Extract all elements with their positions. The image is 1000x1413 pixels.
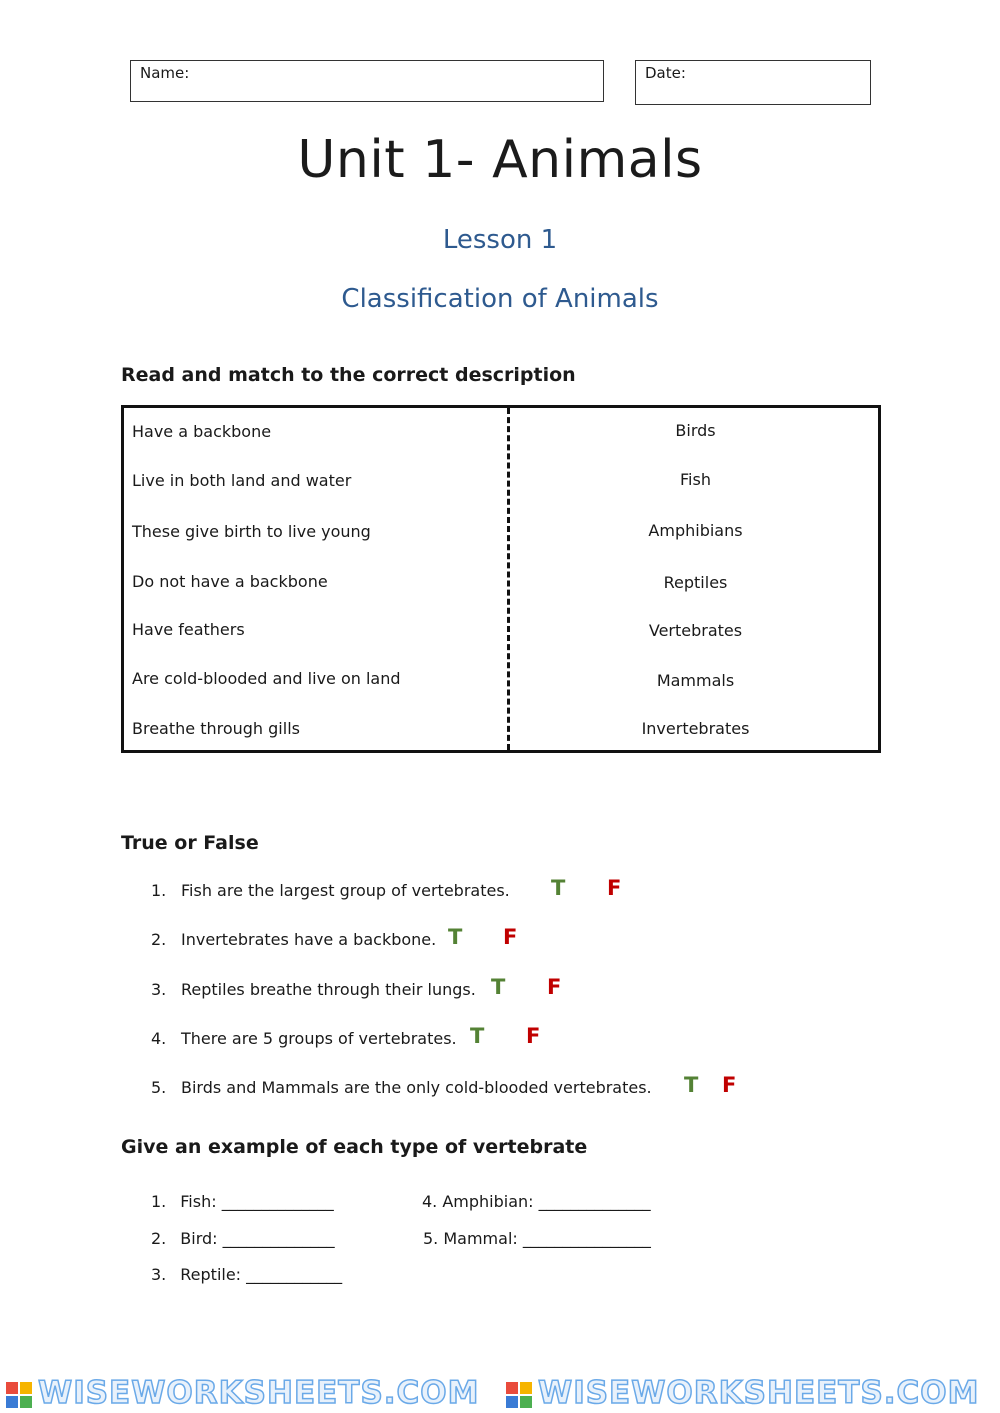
true-false-heading: True or False	[121, 832, 259, 854]
group-item[interactable]: Vertebrates	[648, 621, 743, 640]
true-option[interactable]: T	[551, 876, 566, 900]
item-number: 5.	[151, 1078, 167, 1097]
true-option[interactable]: T	[448, 925, 463, 949]
example-prompt: Bird: ______________	[180, 1229, 335, 1248]
false-option[interactable]: F	[526, 1024, 541, 1048]
description-item[interactable]: Have feathers	[132, 620, 245, 639]
name-label: Name:	[140, 64, 190, 82]
item-number: 1.	[151, 881, 167, 900]
group-item[interactable]: Invertebrates	[641, 719, 750, 738]
false-option[interactable]: F	[503, 925, 518, 949]
description-item[interactable]: Breathe through gills	[132, 719, 300, 738]
statement: Invertebrates have a backbone.	[181, 930, 437, 949]
statement: There are 5 groups of vertebrates.	[181, 1029, 457, 1048]
true-option[interactable]: T	[491, 975, 506, 999]
watermark	[500, 1376, 1000, 1413]
true-option[interactable]: T	[684, 1073, 699, 1097]
lesson-subtitle: Classification of Animals	[341, 284, 659, 314]
logo-badge-icon	[506, 1382, 532, 1408]
watermark-text: WISEWORKSHEETS.COM	[538, 1376, 980, 1411]
example-amphibian[interactable]	[422, 1192, 651, 1211]
example-prompt: Fish: ______________	[180, 1192, 334, 1211]
example-mammal[interactable]	[423, 1229, 651, 1248]
group-item[interactable]: Mammals	[656, 671, 735, 690]
group-item[interactable]: Reptiles	[663, 573, 728, 592]
example-fish[interactable]	[151, 1192, 334, 1211]
date-field[interactable]	[635, 60, 871, 105]
match-heading: Read and match to the correct description	[121, 364, 576, 386]
statement: Reptiles breathe through their lungs.	[181, 980, 476, 999]
description-item[interactable]: Do not have a backbone	[132, 572, 328, 591]
item-number: 2.	[151, 1229, 167, 1248]
example-prompt: 5. Mammal: ________________	[423, 1229, 651, 1248]
false-option[interactable]: F	[722, 1073, 737, 1097]
item-number: 2.	[151, 930, 167, 949]
false-option[interactable]: F	[607, 876, 622, 900]
logo-badge-icon	[6, 1382, 32, 1408]
group-item[interactable]: Fish	[680, 470, 711, 489]
example-prompt: Reptile: ____________	[180, 1265, 343, 1284]
group-item[interactable]: Amphibians	[648, 521, 743, 540]
description-item[interactable]: Have a backbone	[132, 422, 272, 441]
description-item[interactable]: These give birth to live young	[132, 522, 371, 541]
date-label: Date:	[645, 64, 686, 82]
description-item[interactable]: Are cold-blooded and live on land	[132, 669, 401, 688]
statement: Fish are the largest group of vertebrates.	[181, 881, 510, 900]
item-number: 3.	[151, 980, 167, 999]
watermark-banner	[0, 1376, 1000, 1413]
watermark	[0, 1376, 500, 1413]
example-prompt: 4. Amphibian: ______________	[422, 1192, 651, 1211]
item-number: 1.	[151, 1192, 167, 1211]
example-reptile[interactable]	[151, 1265, 342, 1284]
page-title: Unit 1- Animals	[297, 130, 703, 190]
false-option[interactable]: F	[547, 975, 562, 999]
group-item[interactable]: Birds	[675, 421, 716, 440]
description-item[interactable]: Live in both land and water	[132, 471, 352, 490]
statement: Birds and Mammals are the only cold-blooded vertebrates.	[181, 1078, 652, 1097]
true-option[interactable]: T	[470, 1024, 485, 1048]
item-number: 4.	[151, 1029, 167, 1048]
example-bird[interactable]	[151, 1229, 335, 1248]
name-field[interactable]	[130, 60, 604, 102]
examples-heading: Give an example of each type of vertebrate	[121, 1136, 588, 1158]
lesson-label: Lesson 1	[442, 225, 558, 255]
watermark-text: WISEWORKSHEETS.COM	[38, 1376, 480, 1411]
item-number: 3.	[151, 1265, 167, 1284]
match-table	[121, 405, 881, 753]
